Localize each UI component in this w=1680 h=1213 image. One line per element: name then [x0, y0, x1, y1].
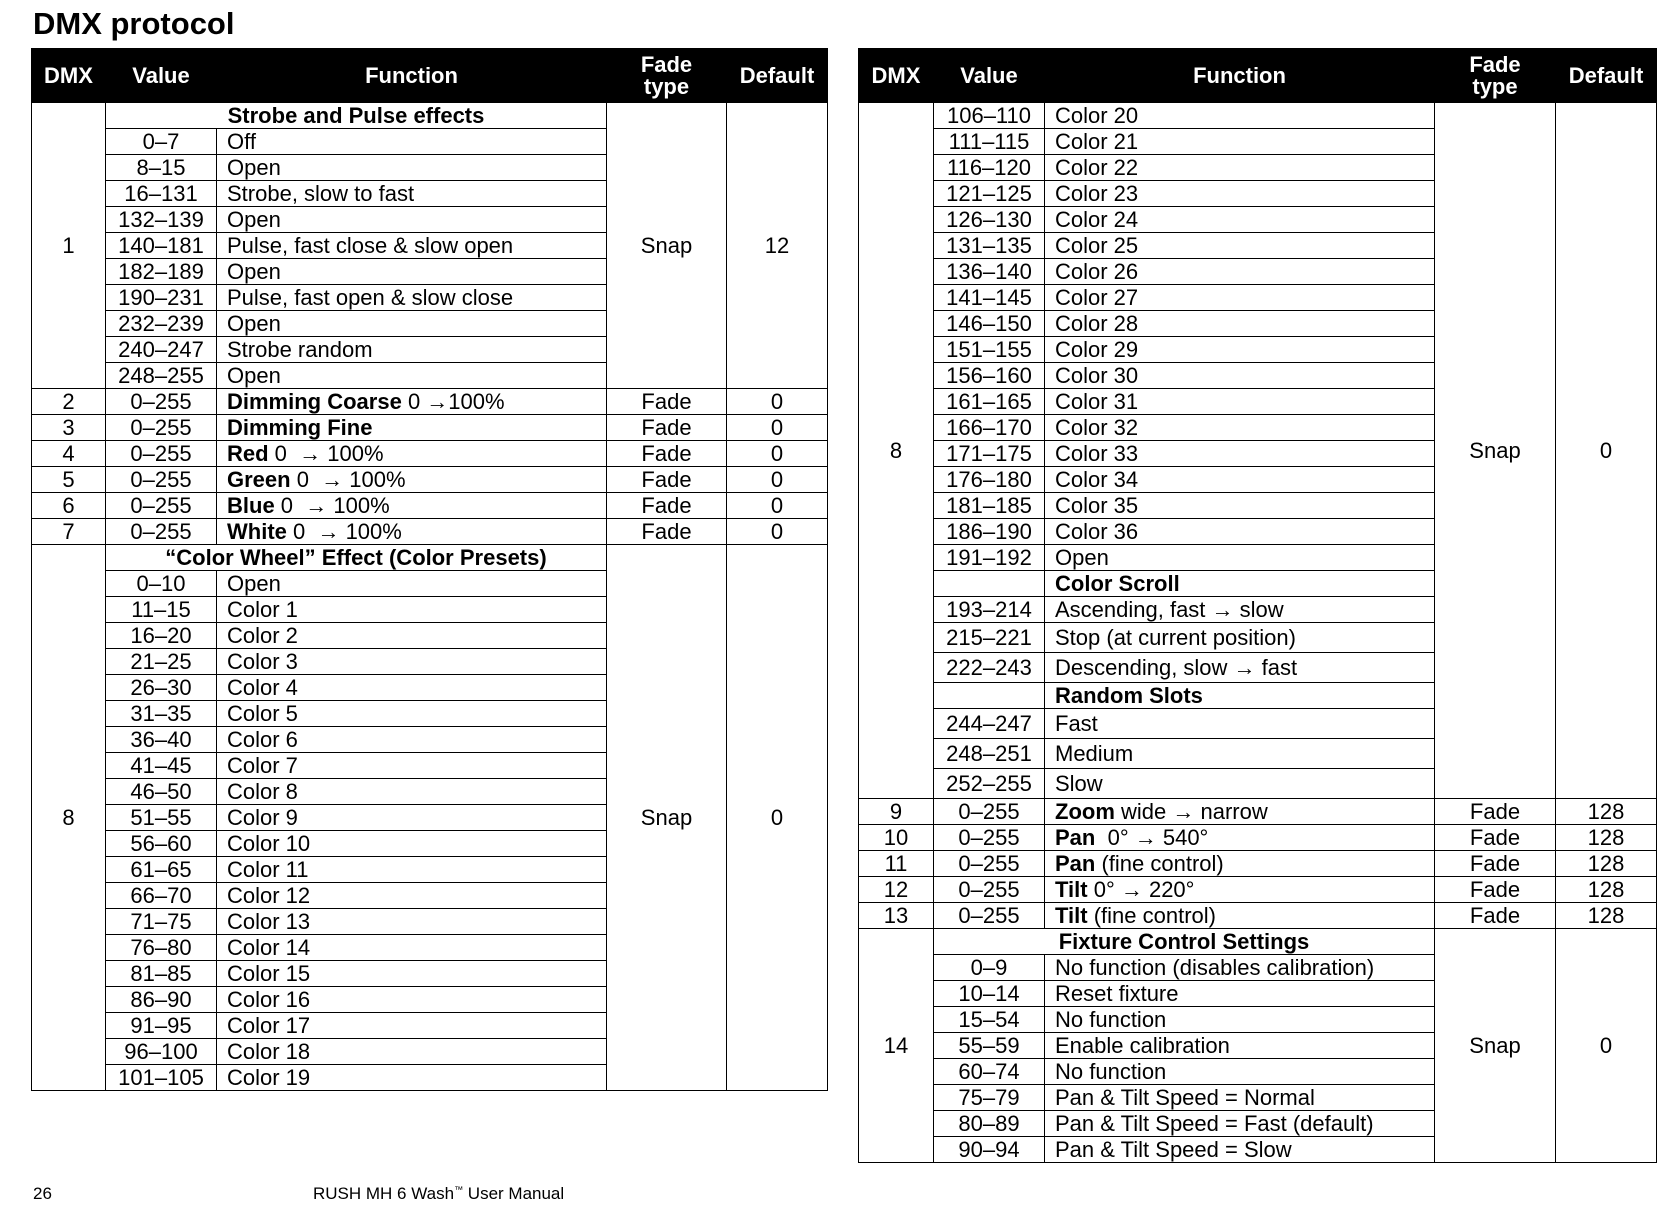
value-range: 0–255 [106, 519, 217, 545]
value-range: 0–255 [934, 877, 1045, 903]
header-dmx: DMX [859, 49, 934, 103]
function-text: Color 17 [217, 1013, 607, 1039]
value-range: 171–175 [934, 441, 1045, 467]
function-text: Color 24 [1045, 207, 1435, 233]
function-text: Stop (at current position) [1045, 623, 1435, 653]
function-bold: Blue [227, 492, 275, 518]
function-text: Off [217, 129, 607, 155]
function-detail: 0 → 100% [286, 518, 402, 544]
table-row [859, 903, 1657, 929]
value-range: 252–255 [934, 769, 1045, 799]
dmx-table-right [858, 48, 1657, 1163]
fade-type: Snap [607, 545, 727, 1091]
value-range: 146–150 [934, 311, 1045, 337]
header-fade-line2: type [1472, 73, 1518, 99]
function-detail: 0 → 100% [268, 440, 384, 466]
value-range: 26–30 [106, 675, 217, 701]
dmx-channel: 13 [859, 903, 934, 929]
value-range [934, 571, 1045, 597]
value-range: 71–75 [106, 909, 217, 935]
default-value: 0 [727, 415, 828, 441]
value-range: 15–54 [934, 1007, 1045, 1033]
default-value: 0 [727, 467, 828, 493]
value-range: 0–255 [934, 903, 1045, 929]
function-text: Color 26 [1045, 259, 1435, 285]
value-range: 66–70 [106, 883, 217, 909]
default-value: 0 [1556, 929, 1657, 1163]
function-text: No function (disables calibration) [1045, 955, 1435, 981]
trademark-mark: ™ [454, 1184, 464, 1195]
value-range: 248–255 [106, 363, 217, 389]
function-detail: 0 →100% [401, 388, 505, 414]
function-text: Color 19 [217, 1065, 607, 1091]
value-range: 0–255 [106, 389, 217, 415]
header-fade-type [1435, 49, 1556, 103]
function-text: Color 14 [217, 935, 607, 961]
function-text: Color 28 [1045, 311, 1435, 337]
dmx-channel: 10 [859, 825, 934, 851]
value-range: 36–40 [106, 727, 217, 753]
function-text [217, 467, 607, 493]
table-header-row [859, 49, 1657, 103]
function-text: Pan & Tilt Speed = Slow [1045, 1137, 1435, 1163]
function-text: Descending, slow → fast [1045, 653, 1435, 683]
function-text: Color 18 [217, 1039, 607, 1065]
table-row [859, 103, 1657, 129]
fade-type: Fade [1435, 877, 1556, 903]
subsection-heading: Color Scroll [1045, 571, 1435, 597]
function-text: Color 5 [217, 701, 607, 727]
default-value: 128 [1556, 877, 1657, 903]
function-bold: Green [227, 466, 291, 492]
value-range: 186–190 [934, 519, 1045, 545]
value-range: 215–221 [934, 623, 1045, 653]
function-bold: Tilt [1055, 902, 1088, 928]
value-range: 46–50 [106, 779, 217, 805]
header-fade-type [607, 49, 727, 103]
value-range: 75–79 [934, 1085, 1045, 1111]
fade-type: Fade [1435, 903, 1556, 929]
page-title: DMX protocol [33, 6, 235, 41]
table-header-row [32, 49, 828, 103]
function-text [217, 519, 607, 545]
table-row [32, 467, 828, 493]
value-range: 21–25 [106, 649, 217, 675]
value-range: 0–10 [106, 571, 217, 597]
function-text: Color 35 [1045, 493, 1435, 519]
value-range: 16–131 [106, 181, 217, 207]
value-range: 56–60 [106, 831, 217, 857]
function-bold: Tilt [1055, 876, 1088, 902]
manual-suffix: User Manual [463, 1184, 565, 1203]
function-text: Strobe, slow to fast [217, 181, 607, 207]
manual-name: RUSH MH 6 Wash [313, 1184, 455, 1203]
value-range: 0–255 [934, 799, 1045, 825]
value-range: 191–192 [934, 545, 1045, 571]
header-fade-line1: Fade [640, 51, 693, 77]
value-range: 166–170 [934, 415, 1045, 441]
function-text: Color 4 [217, 675, 607, 701]
function-text: Color 30 [1045, 363, 1435, 389]
header-default: Default [727, 49, 828, 103]
table-row [32, 389, 828, 415]
default-value: 128 [1556, 799, 1657, 825]
manual-title [313, 1184, 564, 1204]
function-text: Color 23 [1045, 181, 1435, 207]
header-dmx: DMX [32, 49, 106, 103]
function-text: Fast [1045, 709, 1435, 739]
function-bold: Pan [1055, 824, 1096, 850]
value-range: 0–255 [106, 467, 217, 493]
value-range: 141–145 [934, 285, 1045, 311]
value-range: 106–110 [934, 103, 1045, 129]
fade-type: Snap [607, 103, 727, 389]
function-bold: Red [227, 440, 269, 466]
value-range: 86–90 [106, 987, 217, 1013]
function-text: Slow [1045, 769, 1435, 799]
default-value: 0 [727, 519, 828, 545]
value-range: 60–74 [934, 1059, 1045, 1085]
fade-type: Fade [1435, 799, 1556, 825]
value-range: 193–214 [934, 597, 1045, 623]
function-bold: Dimming Fine [227, 414, 373, 440]
value-range: 222–243 [934, 653, 1045, 683]
dmx-channel: 14 [859, 929, 934, 1163]
function-text [1045, 903, 1435, 929]
function-text: Color 3 [217, 649, 607, 675]
fade-type: Fade [1435, 825, 1556, 851]
table-row [859, 799, 1657, 825]
function-text [217, 415, 607, 441]
function-text: Color 7 [217, 753, 607, 779]
function-text: Color 6 [217, 727, 607, 753]
value-range: 61–65 [106, 857, 217, 883]
function-text [1045, 799, 1435, 825]
function-text: Color 33 [1045, 441, 1435, 467]
dmx-channel: 6 [32, 493, 106, 519]
value-range: 111–115 [934, 129, 1045, 155]
value-range: 76–80 [106, 935, 217, 961]
function-text: Color 25 [1045, 233, 1435, 259]
fade-type: Fade [607, 519, 727, 545]
function-text: Color 12 [217, 883, 607, 909]
value-range: 91–95 [106, 1013, 217, 1039]
dmx-channel: 8 [859, 103, 934, 799]
section-heading: Strobe and Pulse effects [106, 103, 607, 129]
header-value: Value [934, 49, 1045, 103]
function-text: Color 11 [217, 857, 607, 883]
function-text: Open [1045, 545, 1435, 571]
value-range: 248–251 [934, 739, 1045, 769]
function-detail: (fine control) [1095, 850, 1224, 876]
value-range: 41–45 [106, 753, 217, 779]
value-range: 161–165 [934, 389, 1045, 415]
dmx-channel: 7 [32, 519, 106, 545]
value-range: 80–89 [934, 1111, 1045, 1137]
function-text: Color 27 [1045, 285, 1435, 311]
value-range: 140–181 [106, 233, 217, 259]
function-text: Open [217, 571, 607, 597]
function-text [1045, 851, 1435, 877]
default-value: 128 [1556, 825, 1657, 851]
function-text [217, 389, 607, 415]
fade-type: Fade [607, 441, 727, 467]
value-range: 232–239 [106, 311, 217, 337]
default-value: 0 [727, 545, 828, 1091]
function-text: Pulse, fast open & slow close [217, 285, 607, 311]
function-text: Color 22 [1045, 155, 1435, 181]
header-value: Value [106, 49, 217, 103]
value-range: 181–185 [934, 493, 1045, 519]
fade-type: Fade [607, 493, 727, 519]
fade-type: Snap [1435, 929, 1556, 1163]
value-range: 151–155 [934, 337, 1045, 363]
function-text [1045, 877, 1435, 903]
value-range: 96–100 [106, 1039, 217, 1065]
dmx-channel: 11 [859, 851, 934, 877]
fade-type: Snap [1435, 103, 1556, 799]
function-text: Pan & Tilt Speed = Normal [1045, 1085, 1435, 1111]
subsection-heading: Random Slots [1045, 683, 1435, 709]
fade-type: Fade [1435, 851, 1556, 877]
default-value: 0 [727, 493, 828, 519]
function-text: Pulse, fast close & slow open [217, 233, 607, 259]
function-text: Color 20 [1045, 103, 1435, 129]
function-text: Color 16 [217, 987, 607, 1013]
value-range: 0–255 [934, 825, 1045, 851]
table-row [32, 519, 828, 545]
function-text: Color 1 [217, 597, 607, 623]
function-text: No function [1045, 1059, 1435, 1085]
value-range: 156–160 [934, 363, 1045, 389]
function-detail: 0 → 100% [290, 466, 406, 492]
function-text: Reset fixture [1045, 981, 1435, 1007]
value-range: 10–14 [934, 981, 1045, 1007]
value-range: 31–35 [106, 701, 217, 727]
dmx-channel: 8 [32, 545, 106, 1091]
value-range: 8–15 [106, 155, 217, 181]
function-bold: Zoom [1055, 798, 1115, 824]
value-range: 55–59 [934, 1033, 1045, 1059]
function-text: Strobe random [217, 337, 607, 363]
function-text: Color 2 [217, 623, 607, 649]
value-range: 90–94 [934, 1137, 1045, 1163]
function-text: Open [217, 155, 607, 181]
function-detail: wide → narrow [1114, 798, 1268, 824]
value-range: 136–140 [934, 259, 1045, 285]
function-text: Color 13 [217, 909, 607, 935]
function-text [1045, 825, 1435, 851]
function-text: Open [217, 311, 607, 337]
function-text: Ascending, fast → slow [1045, 597, 1435, 623]
table-row [859, 929, 1657, 955]
default-value: 0 [727, 441, 828, 467]
fade-type: Fade [607, 467, 727, 493]
function-text: Open [217, 207, 607, 233]
function-text [217, 441, 607, 467]
dmx-channel: 2 [32, 389, 106, 415]
value-range: 131–135 [934, 233, 1045, 259]
function-text: Color 9 [217, 805, 607, 831]
fade-type: Fade [607, 389, 727, 415]
value-range: 11–15 [106, 597, 217, 623]
header-function: Function [217, 49, 607, 103]
value-range: 0–255 [106, 493, 217, 519]
value-range: 0–255 [106, 441, 217, 467]
table-row [859, 825, 1657, 851]
function-bold: Pan [1055, 850, 1096, 876]
value-range: 176–180 [934, 467, 1045, 493]
value-range: 121–125 [934, 181, 1045, 207]
function-detail: 0° → 540° [1095, 824, 1209, 850]
function-text: Color 36 [1045, 519, 1435, 545]
value-range: 126–130 [934, 207, 1045, 233]
header-fade-line1: Fade [1469, 51, 1521, 77]
dmx-channel: 4 [32, 441, 106, 467]
function-text: Color 29 [1045, 337, 1435, 363]
default-value: 128 [1556, 903, 1657, 929]
value-range: 240–247 [106, 337, 217, 363]
function-text: Color 15 [217, 961, 607, 987]
value-range: 0–255 [934, 851, 1045, 877]
table-row [32, 441, 828, 467]
header-function: Function [1045, 49, 1435, 103]
page-number: 26 [33, 1184, 52, 1203]
header-default: Default [1556, 49, 1657, 103]
value-range: 0–9 [934, 955, 1045, 981]
function-text: Color 10 [217, 831, 607, 857]
function-text: Color 32 [1045, 415, 1435, 441]
function-text: Color 8 [217, 779, 607, 805]
value-range: 244–247 [934, 709, 1045, 739]
value-range: 16–20 [106, 623, 217, 649]
function-text [217, 493, 607, 519]
dmx-channel: 5 [32, 467, 106, 493]
function-detail: 0 → 100% [274, 492, 390, 518]
dmx-channel: 3 [32, 415, 106, 441]
value-range: 101–105 [106, 1065, 217, 1091]
table-row [32, 545, 828, 571]
value-range: 51–55 [106, 805, 217, 831]
function-text: Pan & Tilt Speed = Fast (default) [1045, 1111, 1435, 1137]
value-range: 132–139 [106, 207, 217, 233]
value-range: 81–85 [106, 961, 217, 987]
value-range [934, 683, 1045, 709]
dmx-channel: 9 [859, 799, 934, 825]
table-row [32, 415, 828, 441]
function-text: Color 21 [1045, 129, 1435, 155]
header-fade-line2: type [643, 73, 690, 99]
default-value: 0 [727, 389, 828, 415]
function-detail: (fine control) [1087, 902, 1216, 928]
function-text: Color 31 [1045, 389, 1435, 415]
dmx-table-left [31, 48, 828, 1091]
function-text: Open [217, 363, 607, 389]
function-text: Open [217, 259, 607, 285]
table-row [859, 877, 1657, 903]
section-heading: Fixture Control Settings [934, 929, 1435, 955]
value-range: 0–7 [106, 129, 217, 155]
function-bold: Dimming Coarse [227, 388, 402, 414]
value-range: 116–120 [934, 155, 1045, 181]
value-range: 182–189 [106, 259, 217, 285]
function-bold: White [227, 518, 287, 544]
function-text: Color 34 [1045, 467, 1435, 493]
function-text: Medium [1045, 739, 1435, 769]
function-text: Enable calibration [1045, 1033, 1435, 1059]
table-row [32, 103, 828, 129]
dmx-channel: 1 [32, 103, 106, 389]
default-value: 12 [727, 103, 828, 389]
table-row [859, 851, 1657, 877]
dmx-channel: 12 [859, 877, 934, 903]
fade-type: Fade [607, 415, 727, 441]
value-range: 190–231 [106, 285, 217, 311]
value-range: 0–255 [106, 415, 217, 441]
table-row [32, 493, 828, 519]
default-value: 128 [1556, 851, 1657, 877]
default-value: 0 [1556, 103, 1657, 799]
function-text: No function [1045, 1007, 1435, 1033]
section-heading: “Color Wheel” Effect (Color Presets) [106, 545, 607, 571]
function-detail: 0° → 220° [1087, 876, 1195, 902]
